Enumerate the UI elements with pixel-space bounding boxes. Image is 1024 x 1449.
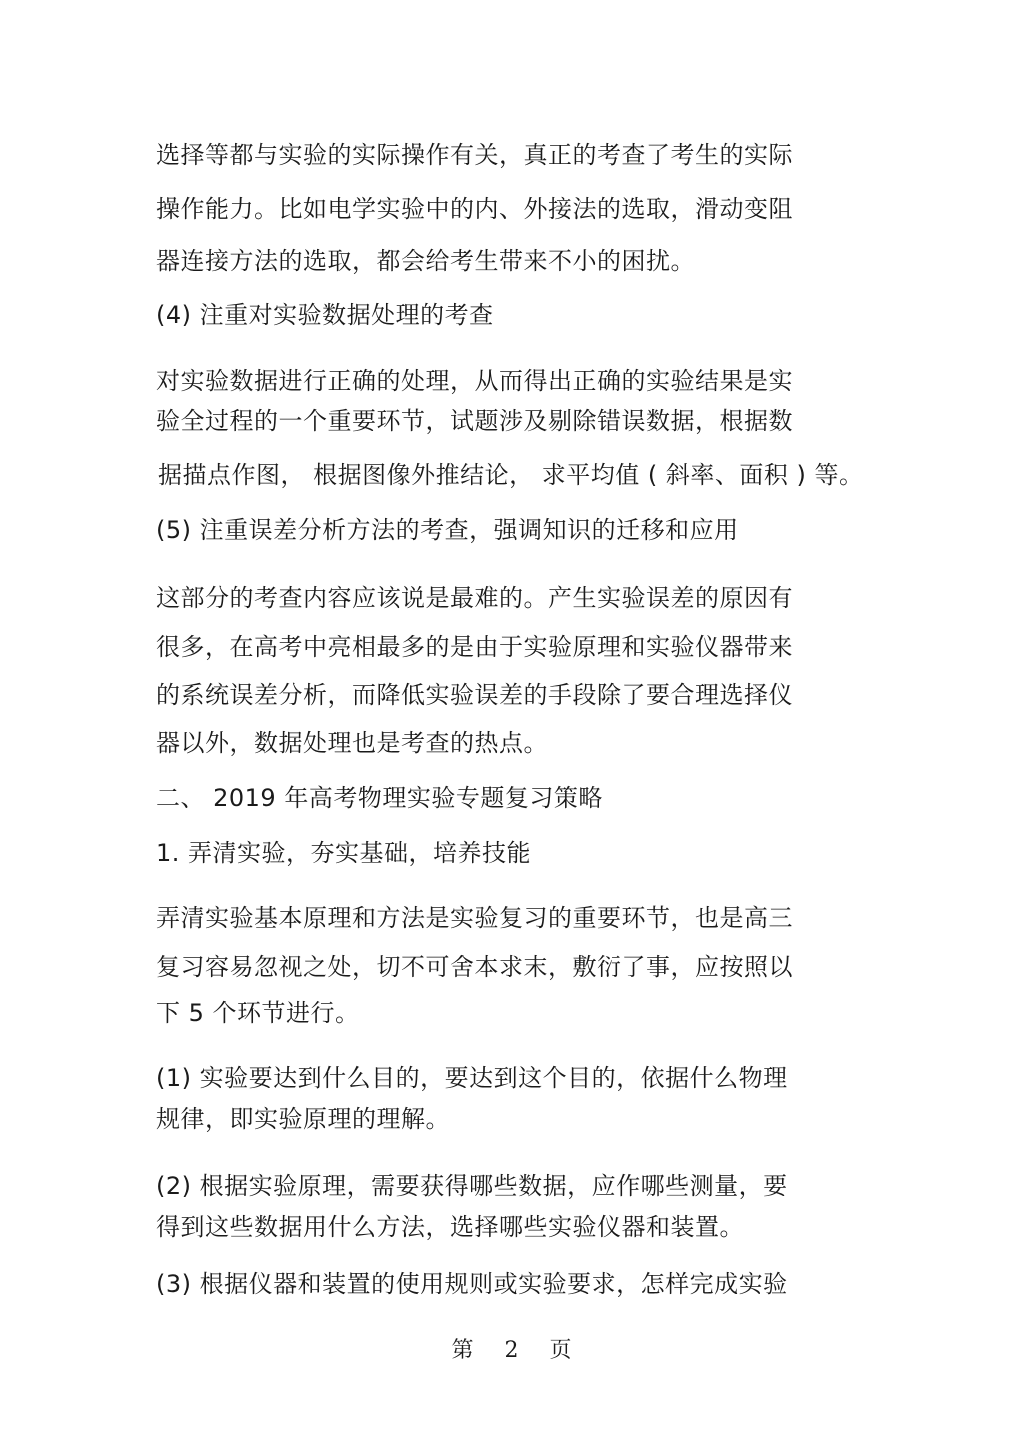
text-line: 下 5 个环节进行。 — [156, 999, 360, 1027]
subsection-heading: 1. 弄清实验，夯实基础，培养技能 — [156, 839, 532, 867]
text-line: 器连接方法的选取，都会给考生带来不小的困扰。 — [156, 247, 695, 275]
text-line: 验全过程的一个重要环节，试题涉及剔除错误数据，根据数 — [156, 407, 793, 435]
list-item-1-cont: 规律，即实验原理的理解。 — [156, 1105, 450, 1133]
text-line: 弄清实验基本原理和方法是实验复习的重要环节，也是高三 — [156, 904, 793, 932]
text-line: 复习容易忽视之处，切不可舍本求末，敷衍了事，应按照以 — [156, 953, 793, 981]
chapter-heading: 二、 2019 年高考物理实验专题复习策略 — [156, 784, 603, 812]
list-item-2: (2) 根据实验原理，需要获得哪些数据，应作哪些测量，要 — [156, 1172, 788, 1200]
text-line: 对实验数据进行正确的处理，从而得出正确的实验结果是实 — [156, 367, 793, 395]
text-line: 选择等都与实验的实际操作有关，真正的考查了考生的实际 — [156, 141, 793, 169]
text-line: 器以外，数据处理也是考查的热点。 — [156, 729, 548, 757]
text-line: 操作能力。比如电学实验中的内、外接法的选取，滑动变阻 — [156, 195, 793, 223]
list-item-3: (3) 根据仪器和装置的使用规则或实验要求，怎样完成实验 — [156, 1270, 788, 1298]
list-item-2-cont: 得到这些数据用什么方法，选择哪些实验仪器和装置。 — [156, 1213, 744, 1241]
text-line: 很多，在高考中亮相最多的是由于实验原理和实验仪器带来 — [156, 633, 793, 661]
page-number: 第 2 页 — [451, 1338, 573, 1363]
text-line: 据描点作图， 根据图像外推结论， 求平均值 ( 斜率、面积 ) 等。 — [158, 461, 864, 489]
section-heading-5: (5) 注重误差分析方法的考查，强调知识的迁移和应用 — [156, 516, 739, 544]
list-item-1: (1) 实验要达到什么目的，要达到这个目的，依据什么物理 — [156, 1064, 788, 1092]
text-line: 的系统误差分析，而降低实验误差的手段除了要合理选择仪 — [156, 681, 793, 709]
text-line: 这部分的考查内容应该说是最难的。产生实验误差的原因有 — [156, 584, 793, 612]
section-heading-4: (4) 注重对实验数据处理的考查 — [156, 301, 494, 329]
